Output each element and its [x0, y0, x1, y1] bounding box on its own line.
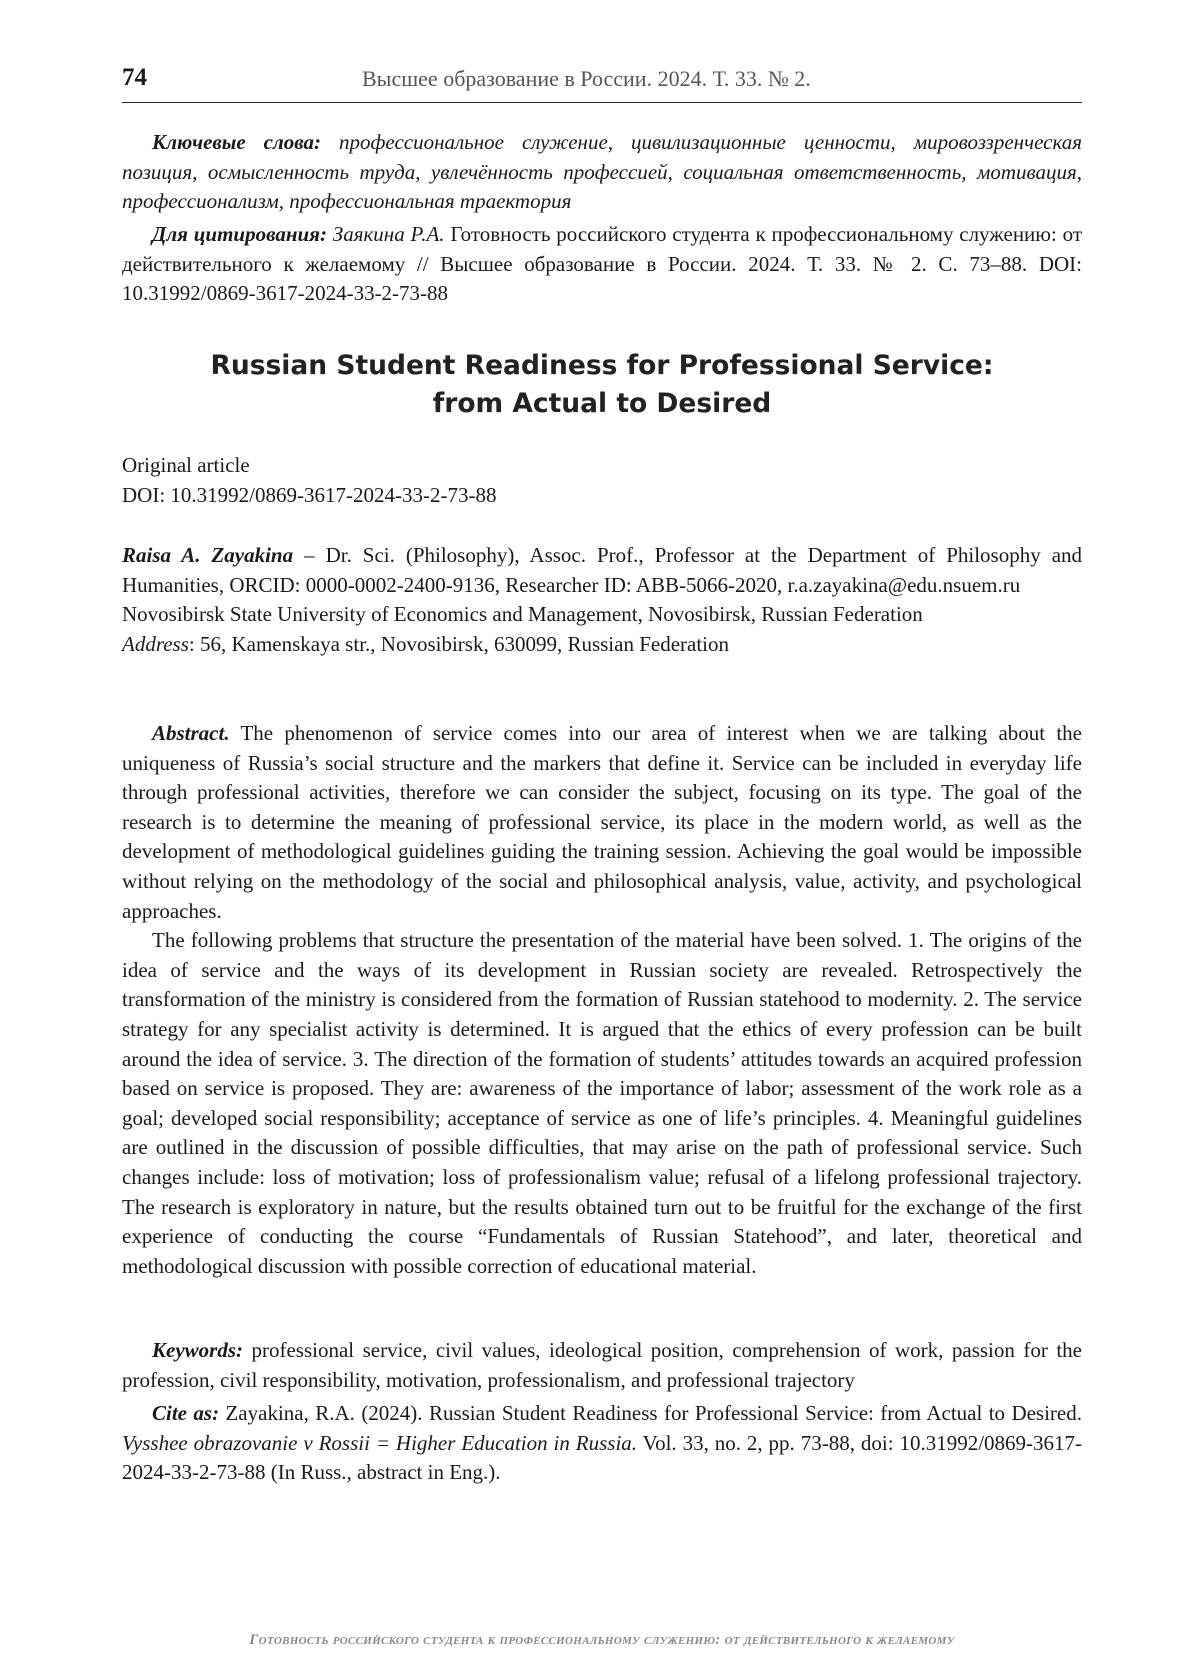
abstract-paragraph-2: The following problems that structure the presentation of the material have been solved. 1. The origins of the idea of service and the ways of its development in Russian society are revealed. Retrospectively the transformation of the ministry is considered from the formation of Russian statehood to modernity. 2. The service strategy for any specialist activity is determined. It is argued that the ethics of every profession can be built around the idea of service. 3. The direction of the formation of students’ attitudes towards an acquired profession based on service is proposed. They are: awareness of the importance of labor; assessment of the work role as a goal; developed social responsibility; acceptance of service as one of life’s principles. 4. Meaningful guidelines are outlined in the discussion of possible difficulties, that may arise on the path of professional service. Such changes include: loss of motivation; loss of professionalism value; refusal of a lifelong professional trajectory. The research is exploratory in nature, but the results obtained turn out to be fruitful for the exchange of the first experience of conducting the course “Fundamentals of Russian Statehood”, and later, theoretical and methodological discussion with possible correction of educational material. — [122, 928, 1082, 1278]
en-citation-text-2: Vol. 33, no. 2, pp. 73-88, doi: 10.31992/0869-3617-2024-33-2-73-88 (In Russ., abstract in Eng.). — [122, 1430, 1083, 1485]
article-title-line-1: Russian Student Readiness for Professional Service: — [210, 350, 994, 381]
abstract-paragraph-1 — [122, 719, 1082, 926]
ru-citation — [122, 220, 1082, 309]
en-citation-journal: Vysshee obrazovanie v Rossii = Higher Education in Russia. — [122, 1430, 638, 1455]
article-type: Original article — [122, 453, 250, 477]
author-affiliation: Novosibirsk State University of Economics and Management, Novosibirsk, Russian Federation — [122, 602, 923, 627]
article-doi: DOI: 10.31992/0869-3617-2024-33-2-73-88 — [122, 482, 497, 507]
article-title-line-2: from Actual to Desired — [432, 388, 772, 419]
running-footer: Готовность российского студента к профессиональному служению: от действительного к желаемому — [249, 1632, 955, 1648]
author-address: : 56, Kamenskaya str., Novosibirsk, 630099, Russian Federation — [188, 631, 730, 656]
ru-citation-author: Заякина Р.А. — [332, 222, 445, 246]
page-header — [122, 62, 1082, 103]
author-name: Raisa A. Zayakina — [122, 543, 294, 567]
page-number: 74 — [122, 64, 147, 91]
en-citation-text-1: Zayakina, R.A. (2024). Russian Student Readiness for Professional Service: from Actual to Desired. — [225, 1401, 1082, 1425]
en-keywords — [122, 1336, 1082, 1395]
running-head: Высшее образование в России. 2024. Т. 33. № 2. — [362, 66, 811, 91]
abstract — [122, 719, 1082, 1281]
en-keywords-label: Keywords: — [152, 1338, 243, 1362]
article-info — [122, 451, 1082, 510]
author-block — [122, 541, 1082, 659]
ru-keywords — [122, 128, 1082, 217]
en-citation — [122, 1399, 1082, 1488]
address-label: Address — [122, 631, 189, 656]
author-details: – Dr. Sci. (Philosophy), Assoc. Prof., Professor at the Department of Philosophy and Humanities, ORCID: 0000-0002-2400-9136, Researcher ID: ABB-5066-2020, r.a.zayakina@edu.nsuem.ru — [122, 543, 1083, 597]
ru-citation-text: Готовность российского студента к профессиональному служению: от действительного к желаемому // Высшее образование в России. 2024. Т. 33. № 2. С. 73–88. DOI: 10.31992/0869-3617-2024-33-2-73-88 — [122, 222, 1083, 306]
abstract-label: Abstract. — [152, 721, 230, 745]
ru-keywords-label: Ключевые слова: — [152, 130, 322, 154]
ru-citation-label: Для цитирования: — [152, 222, 327, 246]
abstract-text-1: The phenomenon of service comes into our area of interest when we are talking about the uniqueness of Russia’s social structure and the markers that define it. Service can be included in everyday life through professional activities, therefore we can consider the subject, focusing on its type. The goal of the research is to determine the meaning of professional service, its place in the modern world, as well as the development of methodological guidelines guiding the training session. Achieving the goal would be impossible without relying on the methodology of the social and philosophical analysis, value, activity, and psychological approaches. — [122, 721, 1082, 923]
en-citation-label: Cite as: — [152, 1401, 220, 1425]
article-title-en — [122, 347, 1082, 423]
ru-keywords-text: профессиональное служение, цивилизационные ценности, мировоззренческая позиция, осмысленность труда, увлечённость профессией, социальная ответственность, мотивация, профессионализм, профессиональная траектория — [122, 130, 1083, 214]
en-keywords-text: professional service, civil values, ideological position, comprehension of work, passion for the profession, civil responsibility, motivation, professionalism, and professional trajectory — [122, 1338, 1082, 1392]
